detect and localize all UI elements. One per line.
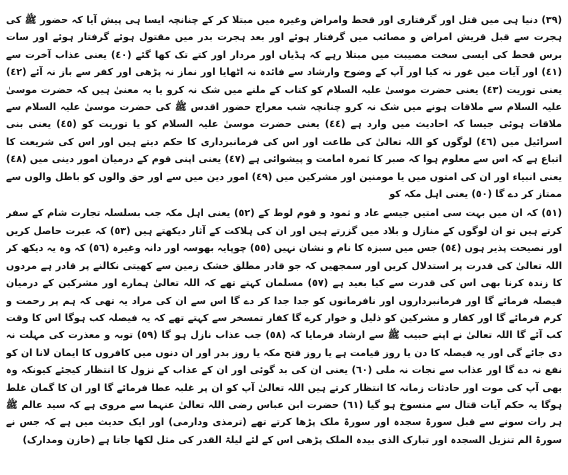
document-page bbox=[6, 12, 562, 468]
footnotes-paragraph-2: (٥١) کہ ان میں بہت سی امتیں جیسے عاد و ثمود و قوم لوط کے (٥٢) یعنی اہل مکہ جب بسلسلہ تجارت شام کے سفر کرتے ہیں تو ان لوگوں کے منازل و بلاد میں گزرتے ہیں اور ان کی ہلاکت کے آثار دیکھتے ہیں (٥٣) کہ عبرت حاصل کریں اور نصیحت پذیر ہوں (٥٤) جس میں سبزہ کا نام و نشان نہیں (٥٥) چوپایہ بھوسہ اور دانہ وغیرہ (٥٦) کہ وہ یہ دیکھ کر اللہ تعالیٰ کی قدرت پر استدلال کریں اور سمجھیں کہ جو قادر مطلق خشک زمین سے کھیتی نکالنے پر قادر ہے مردوں کا زندہ کرنا بھی اس کی قدرت سے کیا بعید ہے (٥٧) مسلمان کہتے تھے کہ اللہ تعالیٰ ہمارے اور مشرکین کے درمیان فیصلہ فرمائے گا اور فرمانبرداروں اور نافرمانوں کو جدا جدا کر دے گا اس سے ان کی مراد یہ تھی کہ ہم پر رحمت و کرم فرمائے گا اور کفار و مشرکین کو ذلیل و خوار کرے گا کفار تمسخر سے کہتے تھے کہ یہ فیصلہ کب ہوگا اس کا وقت کب آئے گا اللہ تعالیٰ نے اپنے حبیب ﷺ سے ارشاد فرمایا کہ (٥٨) جب عذاب نازل ہو گا (٥٩) توبہ و معذرت کی مہلت نہ دی جائے گی اور یہ فیصلہ کا دن یا روز قیامت ہے یا روز فتح مکہ یا روز بدر اور ان دنوں میں کافروں کا ایمان لانا ان کو نفع نہ دے گا اور عذاب سے نجات نہ ملی (٦٠) یعنی ان کی بد گوئی اور ان کے عذاب کے نزول کا انتظار کیجئے کیونکہ وہ بھی آپ کی موت اور حادثات زمانہ کا انتظار کرتے ہیں اللہ تعالیٰ آپ کو ان پر غلبہ عطا فرمائے گا اور ان کا گمان غلط ہوگا یہ حکم آیات قتال سے منسوخ ہو گیا (٦١) حضرت ابن عباس رضی اللہ تعالیٰ عنہما سے مروی ہے کہ سید عالم ﷺ ہر رات سونے سے قبل سورۃ سجدہ اور سورۃ ملک پڑھا کرتے تھے (ترمذی ودارمی) اور ایک حدیث میں ہے کہ جس نے سورۃ الم تنزیل السجدہ اور تبارک الذی بیدہ الملک پڑھی اس کے لئے لیلۃ القدر کی مثل لکھا جاتا ہے (خازن ومدارک) bbox=[6, 208, 562, 446]
footnotes-paragraph-1: (٣٩) دنیا ہی میں قتل اور گرفتاری اور قحط وامراض وغیرہ میں مبتلا کر کے چنانچہ ایسا ہی پیش آیا کہ حضور ﷺ کی ہجرت سے قبل قریش امراض و مصائب میں گرفتار ہوئے اور بعد ہجرت بدر میں مقتول ہوئے گرفتار ہوئے اور سات برس قحط کی ایسی سخت مصیبت میں مبتلا رہے کہ ہڈیاں اور مردار اور کتے تک کھا گئے (٤٠) یعنی عذاب آخرت سے (٤١) اور آیات میں غور نہ کیا اور آپ کے وضوح وارشاد سے فائدہ نہ اٹھایا اور نماز نہ پڑھی اور کفر سے باز نہ آئے (٤٢) یعنی توریت (٤٣) یعنی حضرت موسیٰ علیہ السلام کو کتاب کے ملنے میں شک نہ کرو یا یہ معنیٰ ہیں کہ حضرت موسیٰ علیہ السلام سے ملاقات ہونے میں شک نہ کرو چنانچہ شب معراج حضور اقدس ﷺ کی حضرت موسیٰ علیہ السلام سے ملاقات ہوئی جیسا کہ احادیث میں وارد ہے (٤٤) یعنی حضرت موسیٰ علیہ السلام کو یا توریت کو (٤٥) یعنی بنی اسرائیل میں (٤٦) لوگوں کو اللہ تعالیٰ کی طاعت اور اس کی فرمانبرداری کا حکم دیتے ہیں اور اس کی شریعت کا اتباع ہے کہ اس سے معلوم ہوا کہ صبر کا ثمرہ امامت و پیشوائی ہے (٤٧) یعنی اپنی قوم کے درمیان امور دینی میں (٤٨) یعنی انبیاء اور ان کی امتوں میں یا مومنین اور مشرکین میں (٤٩) امور دین میں سے اور حق والوں کو باطل والوں سے ممتاز کر دے گا (٥٠) یعنی اہل مکہ کو bbox=[6, 15, 562, 201]
